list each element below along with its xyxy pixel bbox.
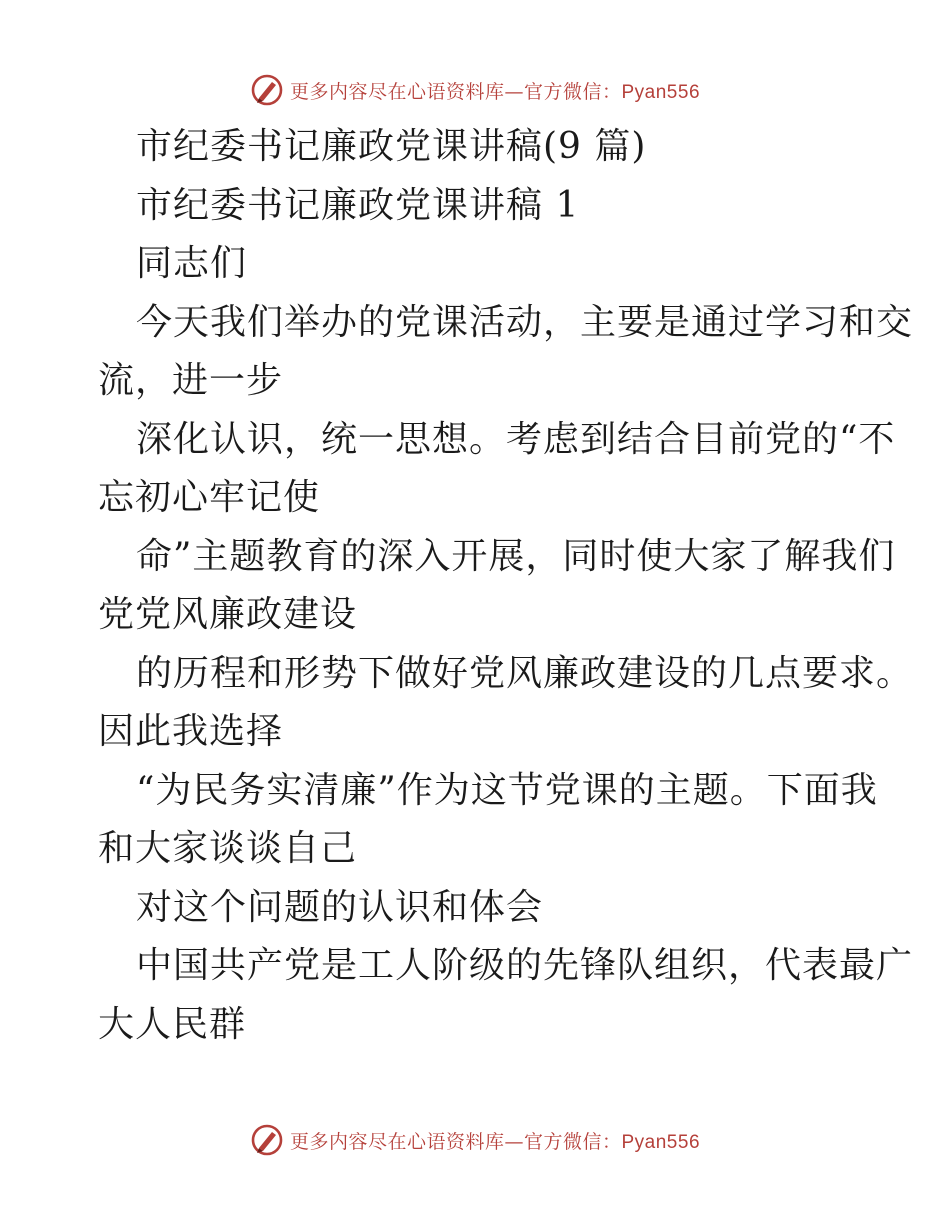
watermark-wechat-id: Pyan556 (621, 81, 701, 103)
text-line: 因此我选择 (98, 711, 284, 752)
text-line: 大人民群 (98, 1003, 247, 1045)
watermark-group (250, 73, 700, 107)
text-line: 中国共产党是工人阶级的先锋队组织，代表最广 (136, 945, 914, 986)
watermark-text (290, 77, 700, 104)
text-line: 命”主题教育的深入开展，同时使大家了解我们 (136, 535, 896, 577)
text-line: 同志们 (136, 243, 248, 284)
text-line: 市纪委书记廉政党课讲稿 1 (136, 184, 580, 226)
header-watermark-banner (0, 70, 950, 110)
text-line: 市纪委书记廉政党课讲稿(9 篇) (136, 126, 647, 167)
pen-logo-icon (250, 1123, 284, 1157)
text-line: “为民务实清廉”作为这节党课的主题。下面我 (136, 769, 878, 811)
pen-logo-icon (250, 73, 284, 107)
text-line: 党党风廉政建设 (98, 594, 358, 635)
footer-watermark-banner (0, 1120, 950, 1160)
watermark-wechat-label: 官方微信： (523, 1130, 622, 1153)
watermark-separator: — (504, 80, 524, 103)
watermark-separator: — (504, 1130, 524, 1153)
text-line: 和大家谈谈自己 (98, 828, 358, 869)
document-body (98, 118, 914, 1054)
watermark-site-name: 更多内容尽在心语资料库 (289, 80, 505, 103)
watermark-site-name: 更多内容尽在心语资料库 (289, 1130, 505, 1153)
watermark-group (250, 1123, 700, 1157)
text-line: 流，进一步 (98, 360, 284, 401)
text-line: 对这个问题的认识和体会 (136, 886, 544, 928)
watermark-text (290, 1127, 700, 1154)
text-line: 深化认识，统一思想。考虑到结合目前党的“不 (136, 418, 896, 460)
text-line: 忘初心牢记使 (98, 477, 321, 518)
text-line: 今天我们举办的党课活动，主要是通过学习和交 (136, 301, 914, 343)
watermark-wechat-label: 官方微信： (523, 80, 622, 103)
watermark-wechat-id: Pyan556 (621, 1131, 701, 1153)
text-line: 的历程和形势下做好党风廉政建设的几点要求。 (136, 652, 914, 694)
